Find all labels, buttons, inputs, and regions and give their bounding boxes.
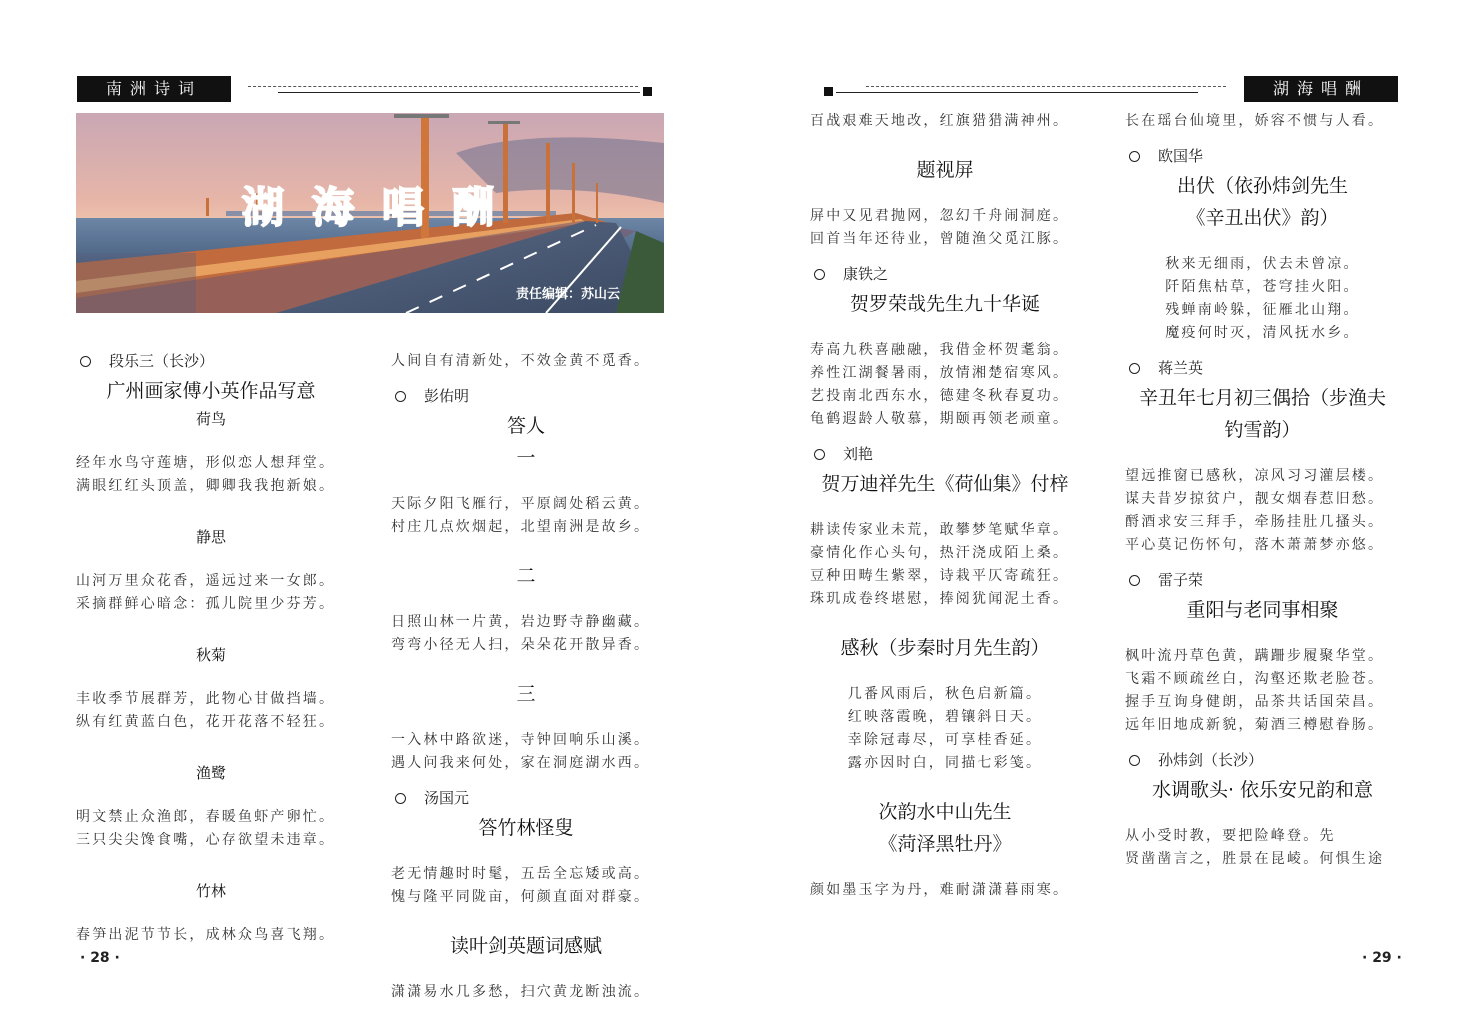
poem-line: 艺投南北西东水，德建冬秋春夏功。 — [810, 388, 1070, 404]
poem-title: 出伏（依孙炜剑先生 — [1176, 175, 1348, 197]
poem-title: 贺罗荣哉先生九十华诞 — [849, 293, 1040, 315]
poem-line: 老无情趣时时髦，五岳全忘矮或高。 — [391, 866, 651, 882]
poem-title: 题视屏 — [916, 159, 974, 181]
poem-title: 《辛丑出伏》韵） — [1186, 207, 1339, 229]
poem-title: 答人 — [506, 415, 545, 437]
poem-line: 春笋出泥节节长，成林众鸟喜飞翔。 — [76, 927, 336, 943]
poem-line: 长在瑶台仙境里，娇容不惯与人看。 — [1125, 113, 1385, 129]
circle-bullet-icon — [814, 449, 825, 460]
poem-author — [810, 443, 1080, 465]
column-1 — [76, 350, 346, 947]
poem-line: 谋夫昔岁掠贫户，靓女烟春惹旧愁。 — [1125, 491, 1385, 507]
column-2 — [391, 350, 661, 1004]
poem-line: 阡陌焦枯草，苍穹挂火阳。 — [1165, 279, 1360, 295]
author-name: 段乐三（长沙） — [109, 352, 215, 370]
section-header-left: 南洲诗词 — [77, 76, 231, 102]
poem-line: 经年水鸟守莲塘，形似恋人想拜堂。 — [76, 455, 336, 471]
poem-line: 飞霜不顾疏丝白，沟壑还欺老脸苍。 — [1125, 671, 1385, 687]
circle-bullet-icon — [1129, 575, 1140, 586]
poem-title: 一 — [516, 447, 536, 469]
poem-line: 百战艰难天地改，红旗猎猎满神州。 — [810, 113, 1070, 129]
header-square-left — [643, 87, 652, 96]
poem-title: 钓雪韵） — [1224, 419, 1301, 441]
poem-line: 握手互询身健朗，品茶共话国荣昌。 — [1125, 694, 1385, 710]
poem-line: 贤凿凿言之，胜景在昆崚。何惧生途 — [1125, 851, 1385, 867]
poem-line: 弯弯小径无人扫，朵朵花开散异香。 — [391, 637, 651, 653]
poem-author — [1125, 145, 1400, 167]
poem-line: 幸除冠毒尽，可享桂香延。 — [847, 732, 1043, 748]
poem-line: 愧与隆平同陇亩，何颜直面对群豪。 — [391, 889, 651, 905]
poem-line: 满眼红红头顶盖，卿卿我我抱新娘。 — [76, 478, 336, 494]
banner-image — [76, 113, 664, 313]
circle-bullet-icon — [395, 391, 406, 402]
poem-subtitle: 静思 — [195, 528, 226, 546]
poem-title: 答竹林怪叟 — [478, 817, 574, 839]
author-name: 蒋兰英 — [1158, 359, 1204, 377]
poem-line: 残蝉南岭躲，征雁北山翔。 — [1165, 302, 1360, 318]
poem-line: 天际夕阳飞雁行，平原阔处稻云黄。 — [391, 496, 651, 512]
column-4 — [1125, 110, 1400, 871]
poem-author — [391, 787, 661, 809]
author-name: 汤国元 — [424, 789, 470, 807]
circle-bullet-icon — [1129, 755, 1140, 766]
page-number-left: · 28 · — [80, 950, 120, 966]
poem-author — [391, 385, 661, 407]
poem-line: 龟鹤遐龄人敬慕，期颐再领老顽童。 — [810, 411, 1070, 427]
poem-line: 人间自有清新处，不效金黄不觅香。 — [391, 353, 651, 369]
poem-subtitle: 竹林 — [195, 882, 226, 900]
poem-title: 水调歌头· 依乐安兄韵和意 — [1151, 779, 1374, 801]
circle-bullet-icon — [395, 793, 406, 804]
poem-title: 二 — [516, 565, 536, 587]
banner-title: 湖海唱酬 — [242, 183, 523, 232]
author-name: 彭佑明 — [424, 387, 470, 405]
header-rule-dashed-right — [866, 86, 1226, 87]
poem-title: 广州画家傅小英作品写意 — [106, 380, 316, 402]
poem-title: 三 — [516, 683, 536, 705]
column-3 — [810, 110, 1080, 902]
poem-line: 日照山林一片黄，岩边野寺静幽藏。 — [391, 614, 651, 630]
poem-title: 重阳与老同事相聚 — [1186, 599, 1339, 621]
poem-author — [1125, 749, 1400, 771]
author-name: 雷子荣 — [1158, 571, 1204, 589]
author-name: 欧国华 — [1158, 147, 1204, 165]
poem-title: 辛丑年七月初三偶拾（步渔夫 — [1138, 387, 1386, 409]
circle-bullet-icon — [80, 356, 91, 367]
circle-bullet-icon — [814, 269, 825, 280]
header-rule-right — [836, 92, 1198, 93]
banner-editor: 责任编辑：苏山云 — [516, 287, 621, 302]
circle-bullet-icon — [1129, 363, 1140, 374]
poem-line: 颜如墨玉字为丹，难耐潇潇暮雨寒。 — [810, 882, 1070, 898]
poem-title: 贺万迪祥先生《荷仙集》付梓 — [821, 473, 1069, 495]
poem-author — [76, 350, 346, 372]
poem-line: 魔疫何时灭，清风抚水乡。 — [1165, 325, 1360, 341]
poem-author — [1125, 357, 1400, 379]
header-square-right — [824, 87, 833, 96]
poem-line: 几番风雨后，秋色启新篇。 — [847, 686, 1043, 702]
poem-title: 感秋（步秦时月先生韵） — [840, 637, 1050, 659]
poem-line: 纵有红黄蓝白色，花开花落不轻狂。 — [76, 714, 336, 730]
author-name: 刘艳 — [843, 445, 874, 463]
header-rule-left — [278, 92, 640, 93]
poem-line: 遇人问我来何处，家在洞庭湖水西。 — [391, 755, 651, 771]
poem-title: 次韵水中山先生 — [878, 801, 1012, 823]
poem-line: 屏中又见君抛网，忽幻千舟闹洞庭。 — [810, 208, 1070, 224]
poem-line: 豆种田畴生紫翠，诗栽平仄寄疏狂。 — [810, 568, 1070, 584]
poem-title: 《菏泽黑牡丹》 — [878, 833, 1012, 855]
poem-line: 一入林中路欲迷，寺钟回响乐山溪。 — [391, 732, 651, 748]
poem-line: 平心莫记伤怀句，落木萧萧梦亦悠。 — [1125, 537, 1385, 553]
poem-line: 丰收季节展群芳，此物心甘做挡墙。 — [76, 691, 336, 707]
header-rule-dashed-left — [248, 86, 638, 87]
poem-line: 露亦因时白，同描七彩笺。 — [847, 755, 1043, 771]
poem-line: 枫叶流丹草色黄，蹒跚步履聚华堂。 — [1125, 648, 1385, 664]
poem-line: 豪情化作心头句，热汗浇成陌上桑。 — [810, 545, 1070, 561]
page-number-right: · 29 · — [1362, 950, 1402, 966]
poem-subtitle: 渔鹭 — [195, 764, 226, 782]
poem-line: 珠玑成卷终堪慰，捧阅犹闻泥土香。 — [810, 591, 1070, 607]
poem-line: 耕读传家业未荒，敢攀梦笔赋华章。 — [810, 522, 1070, 538]
circle-bullet-icon — [1129, 151, 1140, 162]
poem-author — [810, 263, 1080, 285]
poem-title: 读叶剑英题词感赋 — [449, 935, 602, 957]
poem-line: 养性江湖餐暑雨，放情湘楚宿寒风。 — [810, 365, 1070, 381]
poem-line: 村庄几点炊烟起，北望南洲是故乡。 — [391, 519, 651, 535]
poem-line: 红映落霞晚，碧镶斜日天。 — [847, 709, 1043, 725]
author-name: 孙炜剑（长沙） — [1158, 751, 1264, 769]
poem-line: 回首当年还待业，曾随渔父觅江豚。 — [810, 231, 1070, 247]
poem-line: 寿高九秩喜融融，我借金杯贺耄翁。 — [810, 342, 1070, 358]
poem-line: 明文禁止众渔郎，春暖鱼虾产卵忙。 — [76, 809, 336, 825]
author-name: 康铁之 — [843, 265, 889, 283]
poem-line: 望远推窗已感秋，凉风习习灌层楼。 — [1125, 468, 1385, 484]
poem-line: 秋来无细雨，伏去未曾凉。 — [1165, 256, 1360, 272]
poem-subtitle: 秋菊 — [195, 646, 226, 664]
poem-line: 酹酒求安三拜手，牵肠挂肚几搔头。 — [1125, 514, 1385, 530]
poem-line: 从小受时教，要把险峰登。先 — [1125, 828, 1336, 844]
poem-line: 采摘群鲜心暗念：孤儿院里少芬芳。 — [76, 596, 336, 612]
section-header-right: 湖海唱酬 — [1244, 76, 1398, 102]
poem-author — [1125, 569, 1400, 591]
poem-line: 远年旧地成新貌，菊酒三樽慰眷肠。 — [1125, 717, 1385, 733]
poem-line: 山河万里众花香，遥远过来一女郎。 — [76, 573, 336, 589]
poem-subtitle: 荷鸟 — [195, 410, 226, 428]
poem-line: 潇潇易水几多愁，扫穴黄龙断浊流。 — [391, 984, 651, 1000]
poem-line: 三只尖尖馋食嘴，心存欲望未违章。 — [76, 832, 336, 848]
